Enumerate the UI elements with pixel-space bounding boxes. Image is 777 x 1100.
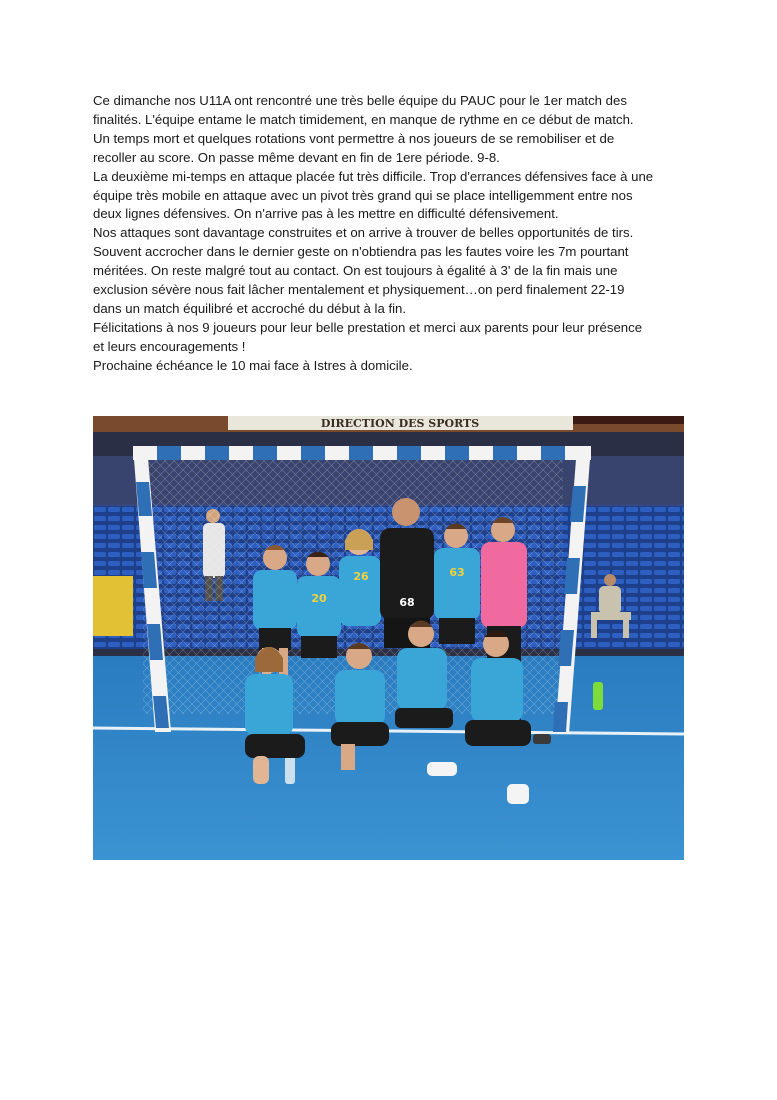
- article-line: deux lignes défensives. On n'arrive pas à les mettre en difficulté défensivement.: [93, 206, 559, 222]
- yellow-barrier: [93, 576, 133, 636]
- article-line: recoller au score. On passe même devant en fin de 1ere période. 9-8.: [93, 149, 500, 165]
- article-line: et leurs encouragements !: [93, 338, 246, 354]
- scoreboard-strip: [573, 416, 684, 424]
- article-line: Félicitations à nos 9 joueurs pour leur belle prestation et merci aux parents pour leur présence: [93, 319, 643, 335]
- article-line: Prochaine échéance le 10 mai face à Istres à domicile.: [93, 357, 413, 373]
- article-line: méritées. On reste malgré tout au contact. On est toujours à égalité à 3' de la fin mais une: [93, 263, 618, 279]
- team-photo: [93, 416, 684, 860]
- article-line: équipe très mobile en attaque avec un pivot très grand qui se place intelligemment entre nos: [93, 187, 633, 203]
- article-line: Souvent accrocher dans le dernier geste on n'obtiendra pas les fautes voire les 7m pourtant: [93, 244, 629, 260]
- jersey-number: 26: [353, 570, 369, 583]
- article-line: finalités. L'équipe entame le match timidement, en manque de rythme en ce début de match.: [93, 111, 634, 127]
- article-line: Ce dimanche nos U11A ont rencontré une très belle équipe du PAUC pour le 1er match des: [93, 93, 627, 108]
- article-line: La deuxième mi-temps en attaque placée fut très difficile. Trop d'errances défensives face à une: [93, 168, 654, 184]
- article-line: exclusion sévère nous fait lâcher mentalement et physiquement…on perd finalement 22-19: [93, 282, 625, 298]
- green-bottle: [593, 682, 603, 710]
- jersey-number: 20: [311, 592, 327, 605]
- team-photo-illustration: [93, 416, 684, 860]
- jersey-number: 63: [449, 566, 465, 579]
- article-line: Nos attaques sont davantage construites et on arrive à trouver de belles opportunités de tirs.: [93, 225, 634, 241]
- article-line: Un temps mort et quelques rotations vont permettre à nos joueurs de se remobiliser et de: [93, 130, 615, 146]
- jersey-number: 68: [399, 596, 415, 609]
- sports-banner-text: DIRECTION DES SPORTS: [320, 417, 480, 430]
- article-text: [93, 92, 693, 376]
- article-line: dans un match équilibré et accroché du début à la fin.: [93, 300, 407, 316]
